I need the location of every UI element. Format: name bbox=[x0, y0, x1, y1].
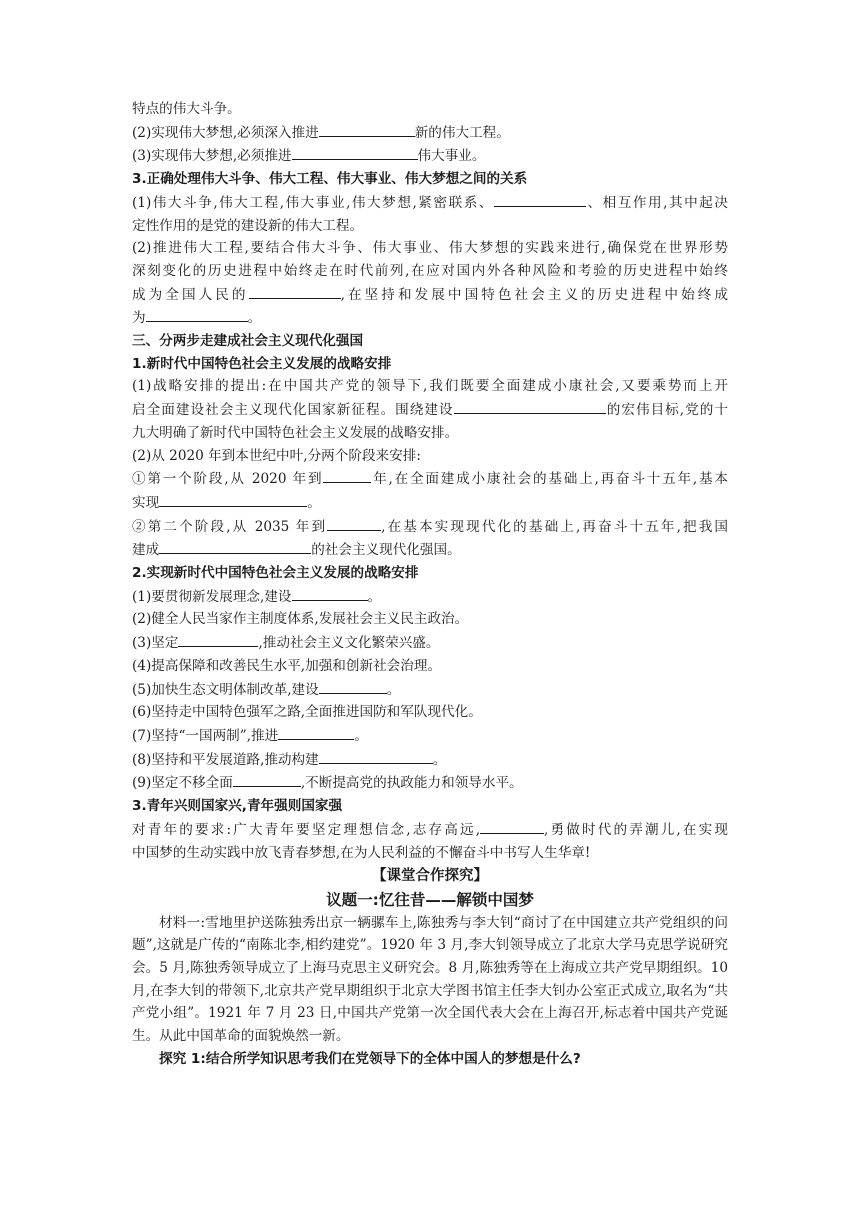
fill-in-question: 对青年的要求:广大青年要坚定理想信念,志存高远, ,勇做时代的弄潮儿,在实现 bbox=[132, 818, 728, 842]
fill-in-question: 成为全国人民的 ,在坚持和发展中国特色社会主义的历史进程中始终成 bbox=[132, 283, 728, 307]
answer-blank[interactable] bbox=[292, 144, 418, 160]
text-line: (1)战略安排的提出:在中国共产党的领导下,我们既要全面建成小康社会,又要乘势而上开 bbox=[132, 378, 728, 395]
text-line: 深刻变化的历史进程中始终走在时代前列,在应对国内外各种风险和考验的历史进程中始终 bbox=[132, 262, 728, 279]
fill-in-question: 启全面建设社会主义现代化国家新征程。围绕建设 的宏伟目标,党的十 bbox=[132, 398, 728, 422]
text-line: 特点的伟大斗争。 bbox=[132, 101, 241, 117]
answer-blank[interactable] bbox=[323, 467, 371, 483]
answer-blank[interactable] bbox=[480, 818, 544, 834]
fill-in-question: (9)坚定不移全面 ,不断提高党的执政能力和领导水平。 bbox=[132, 771, 728, 795]
answer-blank[interactable] bbox=[178, 631, 258, 647]
text-line: 中国梦的生动实践中放飞青春梦想,在为人民利益的不懈奋斗中书写人生华章! bbox=[132, 844, 591, 861]
text-line: 九大明确了新时代中国特色社会主义发展的战略安排。 bbox=[132, 424, 459, 441]
fill-in-question: (1)要贯彻新发展理念,建设 。 bbox=[132, 585, 728, 609]
text-line: 定性作用的是党的建设新的伟大工程。 bbox=[132, 217, 364, 234]
answer-blank[interactable] bbox=[159, 491, 307, 507]
document-page bbox=[132, 98, 728, 1071]
material-paragraph: 材料一:雪地里护送陈独秀出京一辆骡车上,陈独秀与李大钊“商讨了在中国建立共产党组织的问题”,这就是广传的“南陈北李,相约建党”。1920 年 3 月,李大钊领导成立了北京大学马克思学说研究会。5 月,陈独秀领导成立了上海马克思主义研究会。8 月,陈独秀等在上海成立共产党早期组织。10 月,在李大钊的带领下,北京共产党早期组织于北京大学图书馆主任李大钊办公室正式成立,取名为“共产党小组”。1921 年 7 月 23 日,中国共产党第一次全国代表大会在上海召开,标志着中国共产党诞生。从此中国革命的面貌焕然一新。 bbox=[132, 914, 728, 1045]
subsection-heading: 3.正确处理伟大斗争、伟大工程、伟大事业、伟大梦想之间的关系 bbox=[132, 171, 528, 188]
text-line: (2)从 2020 年到本世纪中叶,分两个阶段来安排: bbox=[132, 447, 421, 464]
fill-in-question: 为 。 bbox=[132, 306, 728, 330]
answer-blank[interactable] bbox=[327, 515, 381, 531]
subsection-heading: 1.新时代中国特色社会主义发展的战略安排 bbox=[132, 355, 392, 372]
answer-blank[interactable] bbox=[233, 771, 301, 787]
section-title: 【课堂合作探究】 bbox=[372, 868, 488, 885]
answer-blank[interactable] bbox=[319, 121, 415, 137]
fill-in-question: 实现 。 bbox=[132, 491, 728, 515]
section-heading: 三、分两步走建成社会主义现代化强国 bbox=[132, 333, 364, 350]
answer-blank[interactable] bbox=[146, 306, 248, 322]
text-line: (4)提高保障和改善民生水平,加强和创新社会治理。 bbox=[132, 657, 442, 674]
answer-blank[interactable] bbox=[319, 748, 433, 764]
subsection-heading: 2.实现新时代中国特色社会主义发展的战略安排 bbox=[132, 565, 419, 582]
fill-in-question: (3)坚定 ,推动社会主义文化繁荣兴盛。 bbox=[132, 631, 728, 655]
answer-blank[interactable] bbox=[278, 724, 354, 740]
text-line: (2)推进伟大工程,要结合伟大斗争、伟大事业、伟大梦想的实践来进行,确保党在世界形势 bbox=[132, 240, 728, 257]
fill-in-question: (2)实现伟大梦想,必须深入推进 新的伟大工程。 bbox=[132, 121, 728, 145]
answer-blank[interactable] bbox=[292, 585, 368, 601]
fill-in-question: ①第一个阶段,从 2020 年到 年,在全面建成小康社会的基础上,再奋斗十五年,基本 bbox=[132, 467, 728, 491]
fill-in-question: (8)坚持和平发展道路,推动构建 。 bbox=[132, 748, 728, 772]
topic-title: 议题一:忆往昔——解锁中国梦 bbox=[326, 890, 534, 909]
answer-blank[interactable] bbox=[454, 398, 606, 414]
answer-blank[interactable] bbox=[319, 678, 387, 694]
answer-blank[interactable] bbox=[494, 191, 586, 207]
text-line: (2)健全人民当家作主制度体系,发展社会主义民主政治。 bbox=[132, 611, 469, 628]
text-line: (6)坚持走中国特色强军之路,全面推进国防和军队现代化。 bbox=[132, 704, 482, 721]
answer-blank[interactable] bbox=[159, 538, 311, 554]
fill-in-question: (1)伟大斗争,伟大工程,伟大事业,伟大梦想,紧密联系、 、相互作用,其中起决 bbox=[132, 191, 728, 215]
fill-in-question: 建成 的社会主义现代化强国。 bbox=[132, 538, 728, 562]
fill-in-question: (7)坚持“一国两制”,推进 。 bbox=[132, 724, 728, 748]
fill-in-question: ②第二个阶段,从 2035 年到 ,在基本实现现代化的基础上,再奋斗十五年,把我国 bbox=[132, 515, 728, 539]
subsection-heading: 3.青年兴则国家兴,青年强则国家强 bbox=[132, 798, 343, 815]
fill-in-question: (5)加快生态文明体制改革,建设 。 bbox=[132, 678, 728, 702]
answer-blank[interactable] bbox=[249, 283, 341, 299]
fill-in-question: (3)实现伟大梦想,必须推进 伟大事业。 bbox=[132, 144, 728, 168]
inquiry-question: 探究 1:结合所学知识思考我们在党领导下的全体中国人的梦想是什么? bbox=[159, 1050, 581, 1067]
